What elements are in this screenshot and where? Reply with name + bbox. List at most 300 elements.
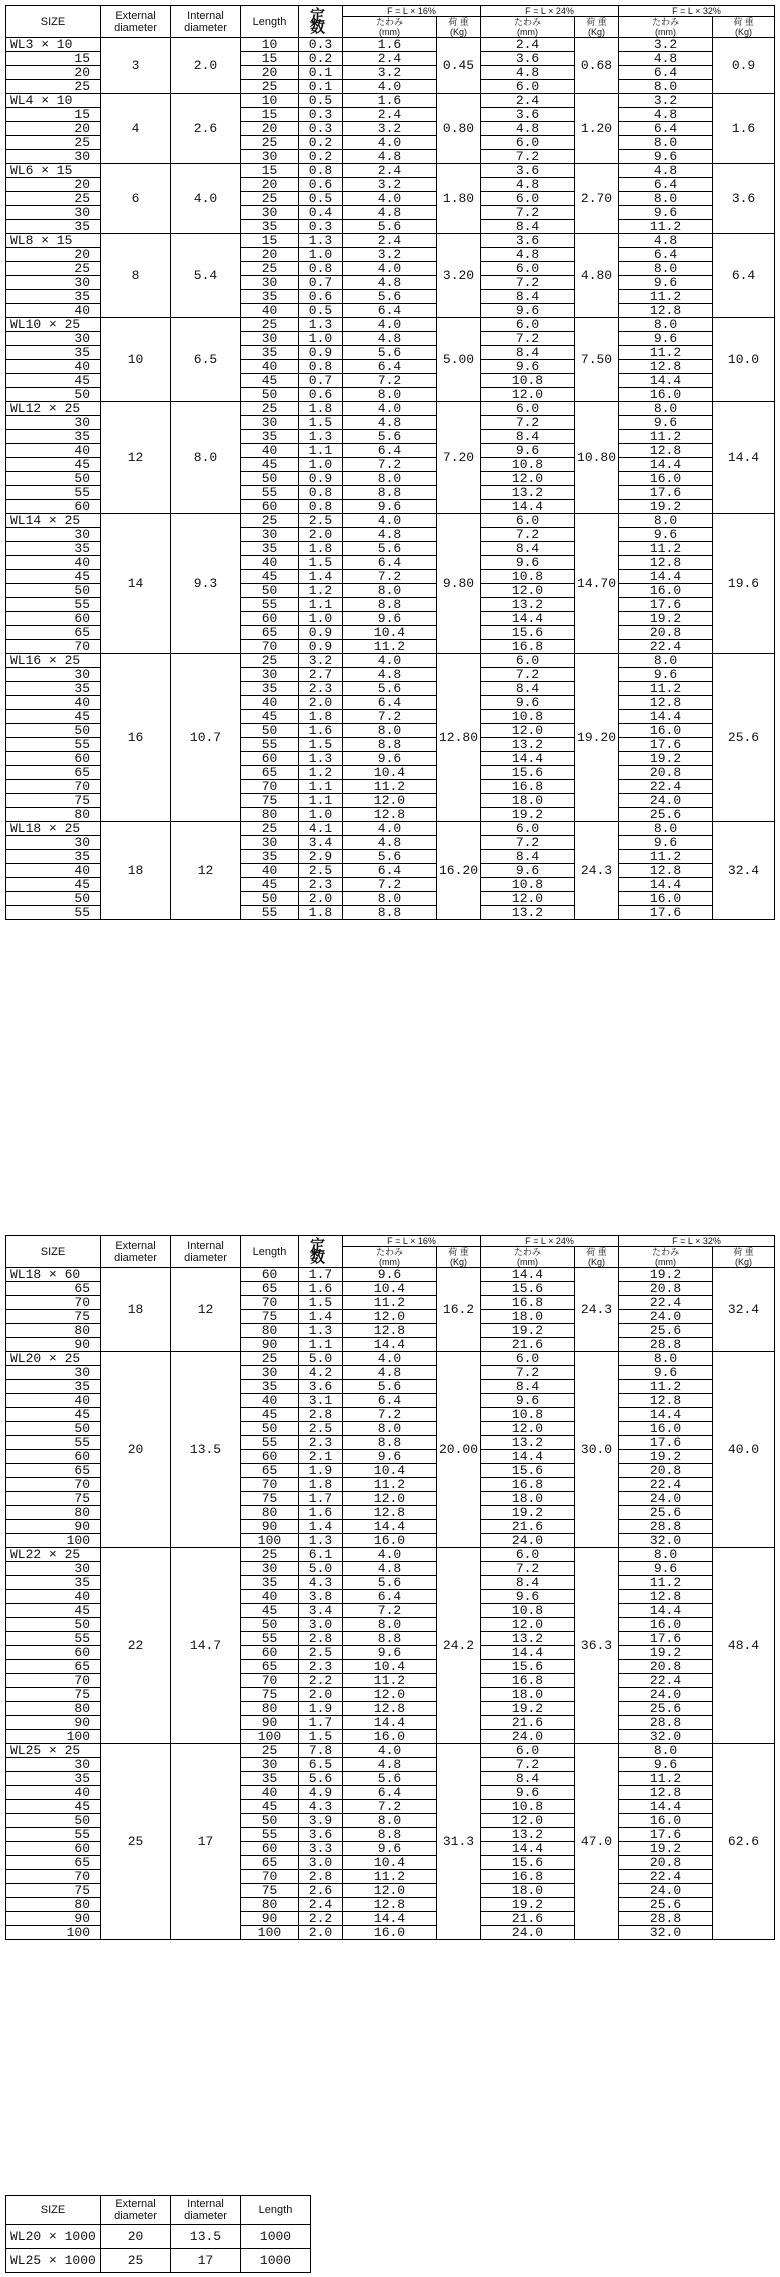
external-diameter-cell: 25 xyxy=(101,1744,171,1940)
header-load xyxy=(713,1247,775,1268)
deflection-16-cell: 2.4 xyxy=(343,164,437,178)
deflection-24-cell: 8.4 xyxy=(481,220,575,234)
length-cell: 50 xyxy=(241,1618,299,1632)
length-cell: 65 xyxy=(241,1660,299,1674)
deflection-32-cell: 8.0 xyxy=(619,262,713,276)
constant-cell: 1.5 xyxy=(299,556,343,570)
length-cell: 65 xyxy=(241,1856,299,1870)
constant-cell: 2.0 xyxy=(299,528,343,542)
constant-cell: 4.9 xyxy=(299,1786,343,1800)
header-load xyxy=(575,17,619,38)
length-cell: 35 xyxy=(241,1772,299,1786)
constant-cell: 0.9 xyxy=(299,626,343,640)
spec-table xyxy=(5,1235,775,1940)
header-external-diameter: External diameter xyxy=(101,6,171,38)
load-label: 荷 重 xyxy=(586,17,607,27)
constant-cell: 2.8 xyxy=(299,1870,343,1884)
constant-cell: 2.0 xyxy=(299,1926,343,1940)
deflection-16-cell: 12.8 xyxy=(343,1506,437,1520)
length-cell: 55 xyxy=(241,1436,299,1450)
header-row-top xyxy=(6,6,775,17)
deflection-16-cell: 6.4 xyxy=(343,304,437,318)
size-cell: 90 xyxy=(6,1912,101,1926)
constant-cell: 0.7 xyxy=(299,276,343,290)
deflection-32-cell: 12.8 xyxy=(619,444,713,458)
constant-cell: 2.3 xyxy=(299,1436,343,1450)
deflection-32-cell: 12.8 xyxy=(619,696,713,710)
size-cell: 25 xyxy=(6,262,101,276)
constant-cell: 1.1 xyxy=(299,598,343,612)
deflection-24-cell: 19.2 xyxy=(481,808,575,822)
length-cell: 90 xyxy=(241,1520,299,1534)
deflection-32-cell: 22.4 xyxy=(619,1870,713,1884)
size-cell: 25 xyxy=(6,192,101,206)
deflection-24-cell: 16.8 xyxy=(481,1870,575,1884)
length-cell: 40 xyxy=(241,696,299,710)
load-unit: (Kg) xyxy=(735,1257,753,1267)
size-cell: 40 xyxy=(6,360,101,374)
load-16-cell: 16.20 xyxy=(437,822,481,920)
deflection-32-cell: 17.6 xyxy=(619,598,713,612)
deflection-24-cell: 15.6 xyxy=(481,1856,575,1870)
deflection-24-cell: 8.4 xyxy=(481,430,575,444)
length-cell: 25 xyxy=(241,1352,299,1366)
deflection-16-cell: 8.8 xyxy=(343,486,437,500)
deflection-24-cell: 4.8 xyxy=(481,122,575,136)
length-cell: 55 xyxy=(241,1828,299,1842)
deflection-32-cell: 8.0 xyxy=(619,1352,713,1366)
deflection-16-cell: 4.0 xyxy=(343,1352,437,1366)
deflection-16-cell: 6.4 xyxy=(343,1786,437,1800)
size-cell: WL22 × 25 xyxy=(6,1548,101,1562)
deflection-32-cell: 19.2 xyxy=(619,612,713,626)
length-cell: 75 xyxy=(241,1310,299,1324)
deflection-24-cell: 16.8 xyxy=(481,1674,575,1688)
deflection-16-cell: 14.4 xyxy=(343,1716,437,1730)
constant-cell: 2.3 xyxy=(299,682,343,696)
load-32-cell: 10.0 xyxy=(713,318,775,402)
constant-cell: 1.8 xyxy=(299,710,343,724)
deflection-16-cell: 16.0 xyxy=(343,1730,437,1744)
deflection-32-cell: 11.2 xyxy=(619,1772,713,1786)
deflection-32-cell: 17.6 xyxy=(619,1828,713,1842)
length-cell: 30 xyxy=(241,416,299,430)
length-cell: 30 xyxy=(241,150,299,164)
deflection-24-cell: 12.0 xyxy=(481,472,575,486)
load-unit: (Kg) xyxy=(735,27,753,37)
deflection-24-cell: 9.6 xyxy=(481,696,575,710)
constant-cell: 3.6 xyxy=(299,1380,343,1394)
header-length: Length xyxy=(241,1236,299,1268)
table-row xyxy=(6,318,775,332)
size-cell: 45 xyxy=(6,1800,101,1814)
deflection-32-cell: 14.4 xyxy=(619,878,713,892)
deflection-16-cell: 9.6 xyxy=(343,1268,437,1282)
deflection-16-cell: 12.8 xyxy=(343,1898,437,1912)
deflection-32-cell: 11.2 xyxy=(619,682,713,696)
length-cell: 35 xyxy=(241,430,299,444)
size-cell: 75 xyxy=(6,1688,101,1702)
deflection-32-cell: 12.8 xyxy=(619,864,713,878)
table-row xyxy=(6,1548,775,1562)
deflection-label: たわみ xyxy=(375,1247,403,1257)
deflection-16-cell: 11.2 xyxy=(343,640,437,654)
deflection-32-cell: 3.2 xyxy=(619,94,713,108)
constant-cell: 1.8 xyxy=(299,906,343,920)
load-32-cell: 19.6 xyxy=(713,514,775,654)
length-cell: 70 xyxy=(241,1296,299,1310)
size-cell: 50 xyxy=(6,472,101,486)
length-cell: 45 xyxy=(241,1800,299,1814)
deflection-24-cell: 2.4 xyxy=(481,38,575,52)
spec-table xyxy=(5,5,775,920)
size-cell: 30 xyxy=(6,836,101,850)
deflection-24-cell: 9.6 xyxy=(481,556,575,570)
size-cell: 100 xyxy=(6,1926,101,1940)
header-external-diameter: External diameter xyxy=(101,2196,171,2225)
load-32-cell: 62.6 xyxy=(713,1744,775,1940)
length-cell: 60 xyxy=(241,1842,299,1856)
constant-cell: 3.9 xyxy=(299,1814,343,1828)
deflection-16-cell: 12.8 xyxy=(343,1324,437,1338)
deflection-16-cell: 6.4 xyxy=(343,444,437,458)
constant-cell: 1.5 xyxy=(299,416,343,430)
length-cell: 50 xyxy=(241,1422,299,1436)
length-cell: 40 xyxy=(241,304,299,318)
size-cell: 30 xyxy=(6,668,101,682)
constant-cell: 2.3 xyxy=(299,878,343,892)
constant-cell: 0.4 xyxy=(299,206,343,220)
size-cell: 40 xyxy=(6,556,101,570)
deflection-24-cell: 15.6 xyxy=(481,1464,575,1478)
header-internal-diameter: Internal diameter xyxy=(171,2196,241,2225)
length-cell: 25 xyxy=(241,318,299,332)
deflection-24-cell: 12.0 xyxy=(481,724,575,738)
length-cell: 65 xyxy=(241,1464,299,1478)
deflection-24-cell: 14.4 xyxy=(481,1646,575,1660)
size-cell: 65 xyxy=(6,626,101,640)
size-cell: 55 xyxy=(6,1632,101,1646)
size-cell: 65 xyxy=(6,766,101,780)
constant-cell: 2.4 xyxy=(299,1898,343,1912)
table-row xyxy=(6,2249,311,2273)
length-cell: 35 xyxy=(241,1380,299,1394)
deflection-32-cell: 9.6 xyxy=(619,528,713,542)
length-cell: 75 xyxy=(241,1688,299,1702)
size-cell: 20 xyxy=(6,178,101,192)
constant-cell: 2.8 xyxy=(299,1632,343,1646)
size-cell: 30 xyxy=(6,332,101,346)
size-cell: 45 xyxy=(6,710,101,724)
deflection-16-cell: 8.8 xyxy=(343,1436,437,1450)
deflection-32-cell: 11.2 xyxy=(619,1576,713,1590)
length-cell: 60 xyxy=(241,612,299,626)
deflection-16-cell: 5.6 xyxy=(343,220,437,234)
deflection-16-cell: 4.0 xyxy=(343,136,437,150)
external-diameter-cell: 18 xyxy=(101,1268,171,1352)
length-cell: 25 xyxy=(241,1548,299,1562)
deflection-32-cell: 24.0 xyxy=(619,1310,713,1324)
table-row xyxy=(6,514,775,528)
length-cell: 25 xyxy=(241,262,299,276)
deflection-32-cell: 17.6 xyxy=(619,738,713,752)
deflection-24-cell: 14.4 xyxy=(481,1450,575,1464)
deflection-label: たわみ xyxy=(375,17,403,27)
length-cell: 35 xyxy=(241,290,299,304)
deflection-24-cell: 12.0 xyxy=(481,584,575,598)
size-cell: 45 xyxy=(6,458,101,472)
size-cell: 70 xyxy=(6,1870,101,1884)
deflection-16-cell: 12.0 xyxy=(343,794,437,808)
load-24-cell: 30.0 xyxy=(575,1352,619,1548)
size-cell: 75 xyxy=(6,1310,101,1324)
constant-cell: 3.6 xyxy=(299,1828,343,1842)
deflection-32-cell: 22.4 xyxy=(619,1674,713,1688)
header-size: SIZE xyxy=(6,1236,101,1268)
deflection-24-cell: 14.4 xyxy=(481,1268,575,1282)
size-cell: WL16 × 25 xyxy=(6,654,101,668)
deflection-24-cell: 21.6 xyxy=(481,1520,575,1534)
deflection-24-cell: 10.8 xyxy=(481,1800,575,1814)
length-cell: 100 xyxy=(241,1926,299,1940)
size-cell: 30 xyxy=(6,528,101,542)
deflection-24-cell: 6.0 xyxy=(481,1548,575,1562)
deflection-32-cell: 28.8 xyxy=(619,1338,713,1352)
deflection-16-cell: 5.6 xyxy=(343,850,437,864)
deflection-24-cell: 8.4 xyxy=(481,850,575,864)
deflection-32-cell: 9.6 xyxy=(619,836,713,850)
deflection-unit: (mm) xyxy=(655,1257,677,1267)
constant-cell: 5.6 xyxy=(299,1772,343,1786)
deflection-unit: (mm) xyxy=(379,27,400,37)
length-cell: 35 xyxy=(241,346,299,360)
size-cell: 35 xyxy=(6,220,101,234)
deflection-16-cell: 9.6 xyxy=(343,500,437,514)
size-cell: 30 xyxy=(6,1366,101,1380)
constant-cell: 1.4 xyxy=(299,570,343,584)
load-16-cell: 0.80 xyxy=(437,94,481,164)
deflection-24-cell: 13.2 xyxy=(481,486,575,500)
deflection-16-cell: 11.2 xyxy=(343,1674,437,1688)
header-load xyxy=(437,1247,481,1268)
length-cell: 75 xyxy=(241,1884,299,1898)
size-cell: 30 xyxy=(6,1758,101,1772)
load-unit: (Kg) xyxy=(588,1257,606,1267)
length-cell: 55 xyxy=(241,906,299,920)
length-cell: 35 xyxy=(241,850,299,864)
constant-cell: 1.7 xyxy=(299,1716,343,1730)
size-cell: 80 xyxy=(6,1702,101,1716)
constant-cell: 0.5 xyxy=(299,94,343,108)
size-cell: 55 xyxy=(6,738,101,752)
header-length: Length xyxy=(241,6,299,38)
deflection-16-cell: 4.0 xyxy=(343,1744,437,1758)
deflection-24-cell: 7.2 xyxy=(481,668,575,682)
constant-cell: 1.8 xyxy=(299,542,343,556)
deflection-32-cell: 8.0 xyxy=(619,654,713,668)
length-cell: 80 xyxy=(241,1324,299,1338)
size-cell: 45 xyxy=(6,374,101,388)
external-diameter-cell: 8 xyxy=(101,234,171,318)
deflection-24-cell: 9.6 xyxy=(481,360,575,374)
external-diameter-cell: 20 xyxy=(101,1352,171,1548)
size-cell: 30 xyxy=(6,276,101,290)
size-cell: 100 xyxy=(6,1730,101,1744)
header-f24: F = L × 24% xyxy=(481,1236,619,1247)
deflection-32-cell: 8.0 xyxy=(619,136,713,150)
size-cell: 20 xyxy=(6,66,101,80)
deflection-16-cell: 4.8 xyxy=(343,1562,437,1576)
deflection-32-cell: 22.4 xyxy=(619,640,713,654)
deflection-24-cell: 7.2 xyxy=(481,150,575,164)
length-cell: 25 xyxy=(241,1744,299,1758)
deflection-16-cell: 4.8 xyxy=(343,836,437,850)
length-cell: 30 xyxy=(241,276,299,290)
length-cell: 40 xyxy=(241,1786,299,1800)
size-cell: 90 xyxy=(6,1716,101,1730)
size-cell: WL18 × 25 xyxy=(6,822,101,836)
load-16-cell: 3.20 xyxy=(437,234,481,318)
deflection-16-cell: 4.0 xyxy=(343,192,437,206)
deflection-16-cell: 3.2 xyxy=(343,66,437,80)
internal-diameter-cell: 8.0 xyxy=(171,402,241,514)
deflection-16-cell: 1.6 xyxy=(343,38,437,52)
deflection-16-cell: 4.0 xyxy=(343,1548,437,1562)
size-cell: WL6 × 15 xyxy=(6,164,101,178)
size-cell: 35 xyxy=(6,682,101,696)
deflection-unit: (mm) xyxy=(379,1257,400,1267)
long-stock-table-wrap xyxy=(5,2195,311,2273)
size-cell: 55 xyxy=(6,598,101,612)
length-cell: 1000 xyxy=(241,2225,311,2249)
constant-cell: 0.6 xyxy=(299,178,343,192)
header-load xyxy=(437,17,481,38)
constant-cell: 0.1 xyxy=(299,80,343,94)
constant-cell: 2.7 xyxy=(299,668,343,682)
length-cell: 65 xyxy=(241,1282,299,1296)
length-cell: 25 xyxy=(241,80,299,94)
size-cell: WL8 × 15 xyxy=(6,234,101,248)
size-cell: 35 xyxy=(6,1576,101,1590)
deflection-32-cell: 14.4 xyxy=(619,1800,713,1814)
deflection-24-cell: 7.2 xyxy=(481,1758,575,1772)
deflection-32-cell: 9.6 xyxy=(619,206,713,220)
constant-cell: 1.9 xyxy=(299,1464,343,1478)
deflection-24-cell: 6.0 xyxy=(481,262,575,276)
length-cell: 50 xyxy=(241,472,299,486)
header-internal-diameter: Internal diameter xyxy=(171,6,241,38)
deflection-24-cell: 13.2 xyxy=(481,1436,575,1450)
deflection-24-cell: 10.8 xyxy=(481,878,575,892)
deflection-32-cell: 12.8 xyxy=(619,1590,713,1604)
deflection-32-cell: 6.4 xyxy=(619,66,713,80)
constant-cell: 6.5 xyxy=(299,1758,343,1772)
header-f16: F = L × 16% xyxy=(343,6,481,17)
table-row xyxy=(6,2225,311,2249)
constant-cell: 7.8 xyxy=(299,1744,343,1758)
deflection-24-cell: 7.2 xyxy=(481,206,575,220)
length-cell: 60 xyxy=(241,1646,299,1660)
deflection-24-cell: 24.0 xyxy=(481,1730,575,1744)
deflection-24-cell: 7.2 xyxy=(481,1366,575,1380)
deflection-16-cell: 9.6 xyxy=(343,752,437,766)
deflection-16-cell: 8.0 xyxy=(343,1814,437,1828)
deflection-16-cell: 4.8 xyxy=(343,1758,437,1772)
deflection-24-cell: 3.6 xyxy=(481,52,575,66)
deflection-16-cell: 8.0 xyxy=(343,472,437,486)
length-cell: 100 xyxy=(241,1730,299,1744)
deflection-32-cell: 8.0 xyxy=(619,514,713,528)
deflection-16-cell: 12.8 xyxy=(343,808,437,822)
constant-cell: 0.3 xyxy=(299,220,343,234)
deflection-16-cell: 5.6 xyxy=(343,346,437,360)
load-unit: (Kg) xyxy=(588,27,606,37)
constant-cell: 0.3 xyxy=(299,108,343,122)
deflection-16-cell: 4.0 xyxy=(343,402,437,416)
constant-cell: 2.0 xyxy=(299,696,343,710)
deflection-32-cell: 11.2 xyxy=(619,850,713,864)
size-cell: 50 xyxy=(6,584,101,598)
deflection-24-cell: 10.8 xyxy=(481,1408,575,1422)
deflection-16-cell: 14.4 xyxy=(343,1338,437,1352)
constant-cell: 2.0 xyxy=(299,1688,343,1702)
deflection-32-cell: 8.0 xyxy=(619,192,713,206)
deflection-24-cell: 6.0 xyxy=(481,80,575,94)
length-cell: 25 xyxy=(241,514,299,528)
deflection-16-cell: 10.4 xyxy=(343,626,437,640)
deflection-16-cell: 8.8 xyxy=(343,1632,437,1646)
deflection-24-cell: 24.0 xyxy=(481,1926,575,1940)
length-cell: 30 xyxy=(241,1758,299,1772)
length-cell: 50 xyxy=(241,584,299,598)
deflection-16-cell: 8.0 xyxy=(343,388,437,402)
deflection-24-cell: 10.8 xyxy=(481,570,575,584)
deflection-24-cell: 19.2 xyxy=(481,1702,575,1716)
deflection-24-cell: 16.8 xyxy=(481,1478,575,1492)
deflection-32-cell: 20.8 xyxy=(619,626,713,640)
constant-cell: 1.1 xyxy=(299,444,343,458)
length-cell: 15 xyxy=(241,108,299,122)
constant-cell: 1.1 xyxy=(299,1338,343,1352)
header-deflection xyxy=(481,1247,575,1268)
deflection-32-cell: 11.2 xyxy=(619,430,713,444)
size-cell: 40 xyxy=(6,1590,101,1604)
header-size: SIZE xyxy=(6,6,101,38)
deflection-16-cell: 8.8 xyxy=(343,738,437,752)
constant-cell: 1.9 xyxy=(299,1702,343,1716)
header-external-diameter: External diameter xyxy=(101,1236,171,1268)
deflection-24-cell: 14.4 xyxy=(481,500,575,514)
deflection-16-cell: 10.4 xyxy=(343,1856,437,1870)
table-row xyxy=(6,822,775,836)
deflection-16-cell: 8.0 xyxy=(343,584,437,598)
constant-cell: 2.3 xyxy=(299,1660,343,1674)
deflection-16-cell: 11.2 xyxy=(343,1870,437,1884)
internal-diameter-cell: 12 xyxy=(171,822,241,920)
constant-cell: 0.1 xyxy=(299,66,343,80)
deflection-16-cell: 4.0 xyxy=(343,262,437,276)
size-cell: 60 xyxy=(6,612,101,626)
deflection-24-cell: 4.8 xyxy=(481,178,575,192)
header-deflection xyxy=(619,1247,713,1268)
deflection-16-cell: 7.2 xyxy=(343,1604,437,1618)
length-cell: 15 xyxy=(241,164,299,178)
size-cell: 50 xyxy=(6,1814,101,1828)
size-cell: 35 xyxy=(6,1380,101,1394)
constant-cell: 3.3 xyxy=(299,1842,343,1856)
constant-cell: 1.3 xyxy=(299,1534,343,1548)
deflection-24-cell: 18.0 xyxy=(481,1688,575,1702)
